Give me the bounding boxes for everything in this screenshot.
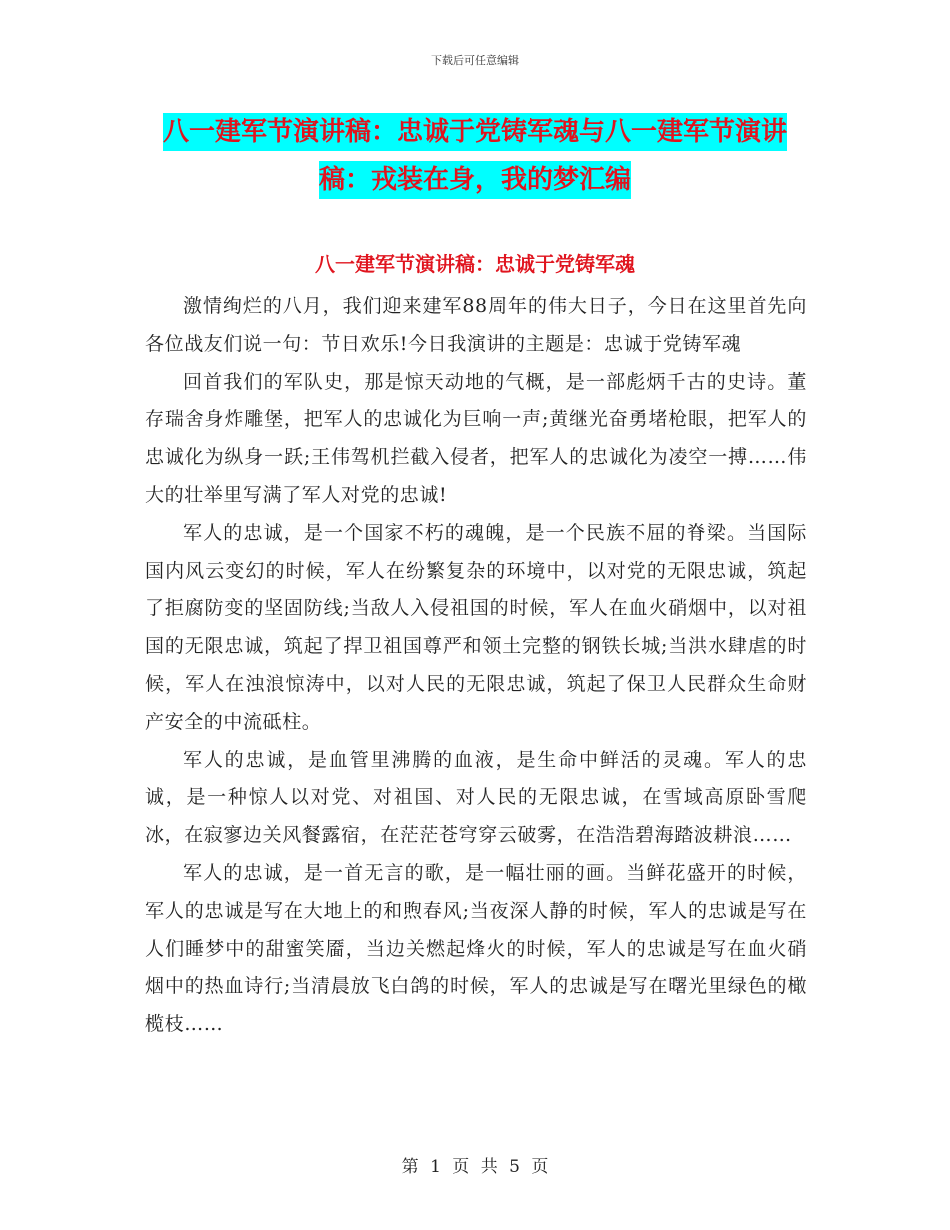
paragraph: 军人的忠诚，是一个国家不朽的魂魄，是一个民族不屈的脊梁。当国际国内风云变幻的时候，军人在纷繁复杂的环境中，以对党的无限忠诚，筑起了拒腐防变的坚固防线;当敌人入侵祖国的时候，军人在血火硝烟中，以对祖国的无限忠诚，筑起了捍卫祖国尊严和领土完整的钢铁长城;当洪水肆虐的时候，军人在浊浪惊涛中，以对人民的无限忠诚，筑起了保卫人民群众生命财产安全的中流砥柱。 bbox=[145, 521, 807, 733]
body-text bbox=[145, 288, 807, 1044]
document-title-text: 八一建军节演讲稿：忠诚于党铸军魂与八一建军节演讲稿：戎装在身，我的梦汇编 bbox=[163, 113, 787, 199]
paragraph: 激情绚烂的八月，我们迎来建军88周年的伟大日子，今日在这里首先向各位战友们说一句：节日欢乐!今日我演讲的主题是：忠诚于党铸军魂 bbox=[145, 295, 807, 355]
page-footer: 第 1 页 共 5 页 bbox=[401, 1157, 549, 1177]
paragraph: 军人的忠诚，是血管里沸腾的血液，是生命中鲜活的灵魂。军人的忠诚，是一种惊人以对党、对祖国、对人民的无限忠诚，在雪域高原卧雪爬冰，在寂寥边关风餐露宿，在茫茫苍穹穿云破雾，在浩浩碧海踏波耕浪…… bbox=[145, 748, 807, 847]
paragraph: 回首我们的军队史，那是惊天动地的气概，是一部彪炳千古的史诗。董存瑞舍身炸雕堡，把军人的忠诚化为巨响一声;黄继光奋勇堵枪眼，把军人的忠诚化为纵身一跃;王伟驾机拦截入侵者，把军人的忠诚化为凌空一搏……伟大的壮举里写满了军人对党的忠诚! bbox=[145, 370, 807, 506]
section-title: 八一建军节演讲稿：忠诚于党铸军魂 bbox=[315, 252, 635, 276]
header-note: 下载后可任意编辑 bbox=[431, 54, 519, 67]
paragraph: 军人的忠诚，是一首无言的歌，是一幅壮丽的画。当鲜花盛开的时候，军人的忠诚是写在大地上的和煦春风;当夜深人静的时候，军人的忠诚是写在人们睡梦中的甜蜜笑靥，当边关燃起烽火的时候，军人的忠诚是写在血火硝烟中的热血诗行;当清晨放飞白鸽的时候，军人的忠诚是写在曙光里绿色的橄榄枝…… bbox=[145, 861, 807, 1036]
document-title bbox=[145, 108, 805, 204]
